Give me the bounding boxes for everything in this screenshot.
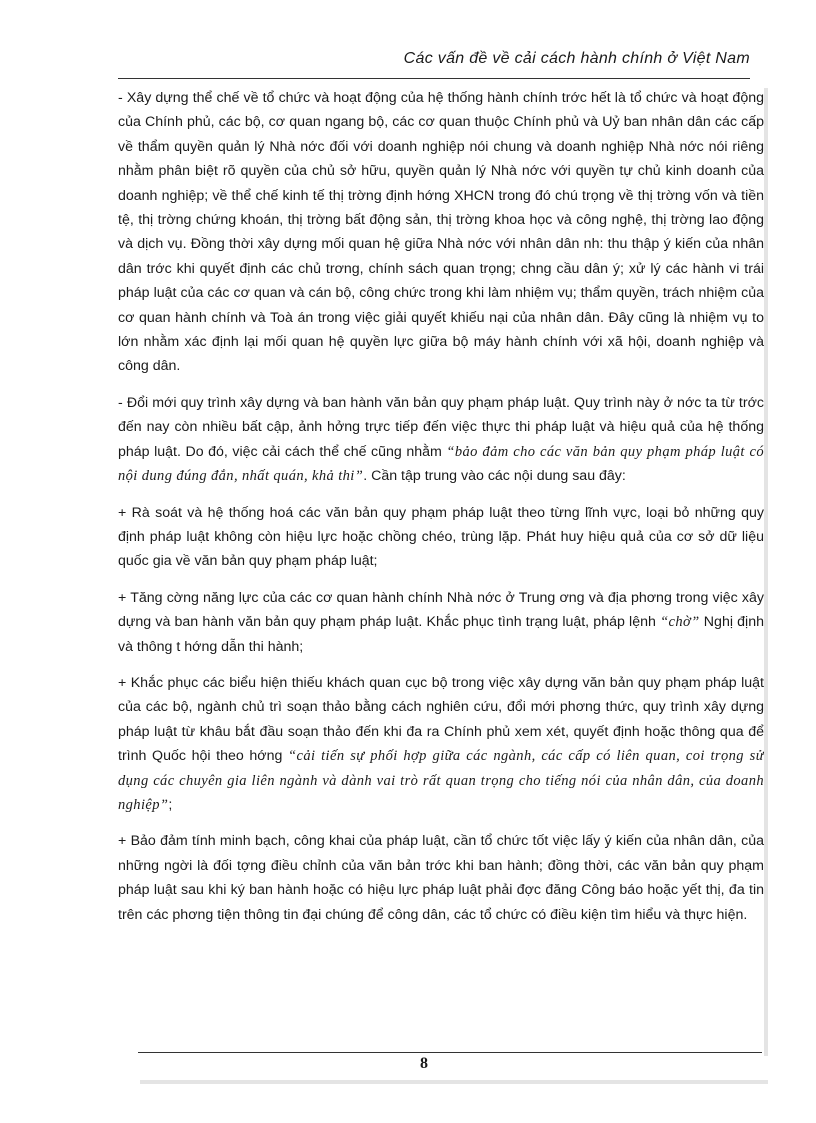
paragraph-capacity-strengthening [118,586,764,659]
page-shadow-bottom [140,1080,768,1084]
quoted-phrase: “cải tiến sự phối hợp giữa các ngành, các cấp có liên quan, coi trọng sử dụng các chuyên gia liên ngành và dành vai trò rất quan trọng cho tiếng nói của nhân dân, của doanh nghiệp” [118,748,765,813]
page-shadow-right [764,88,768,1056]
quoted-phrase: “chờ” [660,614,700,631]
paragraph-text: . Cần tập trung vào các nội dung sau đây: [363,468,626,485]
paragraph-text: ; [168,796,173,813]
paragraph-text: - Đổi mới quy trình xây dựng và ban hành văn bản quy phạm pháp luật. Quy trình này ở nớc ta từ trớc đến nay còn nhiều bất cập, ảnh hởng trực tiếp đến việc thực thi pháp luật và hiệu quả của hệ thống pháp luật. Do đó, việc cải cách thể chế cũng nhằm [118,394,764,460]
paragraph-transparency: + Bảo đảm tính minh bạch, công khai của pháp luật, cần tổ chức tốt việc lấy ý kiến của nhân dân, của những ngời là đối tợng điều chỉnh của văn bản trớc khi ban hành; đồng thời, các văn bản quy phạm pháp luật sau khi ký ban hành hoặc có hiệu lực pháp luật phải đợc đăng Công báo hoặc yết thị, đa tin trên các phơng tiện thông tin đại chúng để công dân, các tổ chức có điều kiện tìm hiểu và thực hiện. [118,833,764,923]
paragraph-review-legal-documents: + Rà soát và hệ thống hoá các văn bản quy phạm pháp luật theo từng lĩnh vực, loại bỏ những quy định pháp luật không còn hiệu lực hoặc chồng chéo, trùng lặp. Phát huy hiệu quả của cơ sở dữ liệu quốc gia về văn bản quy phạm pháp luật; [118,504,764,570]
document-body [118,86,764,939]
paragraph-legislative-process [118,391,764,489]
page-number: 8 [420,1055,428,1072]
footer-divider [138,1052,762,1053]
running-header-title: Các vấn đề về cải cách hành chính ở Việt Nam [403,50,750,67]
header-divider [118,78,750,79]
paragraph-text: Nghị định và thông t hớng dẫn thi hành; [118,614,764,655]
paragraph-overcome-localism [118,671,764,817]
paragraph-text: + Tăng cờng năng lực của các cơ quan hành chính Nhà nớc ở Trung ơng và địa phơng trong việc xây dựng và ban hành văn bản quy phạm pháp luật. Khắc phục tình trạng luật, pháp lệnh [118,589,764,631]
quoted-phrase: “bảo đảm cho các văn bản quy phạm pháp luật có nội dung đúng đắn, nhất quán, khả thi” [118,443,764,485]
paragraph-text: + Khắc phục các biểu hiện thiếu khách quan cục bộ trong việc xây dựng văn bản quy phạm pháp luật của các bộ, ngành chủ trì soạn thảo bằng cách nghiên cứu, đổi mới phơng thức, quy trình xây dựng pháp luật từ khâu bắt đầu soạn thảo đến khi đa ra Chính phủ xem xét, quyết định hoặc thông qua để trình Quốc hội theo hớng [118,674,764,765]
paragraph-institution-building: - Xây dựng thể chế về tổ chức và hoạt động của hệ thống hành chính trớc hết là tổ chức và hoạt động của Chính phủ, các bộ, cơ quan ngang bộ, các cơ quan thuộc Chính phủ và Uỷ ban nhân dân các cấp về thẩm quyền quản lý Nhà nớc đối với doanh nghiệp nói chung và doanh nghiệp Nhà nớc nói riêng nhằm phân biệt rõ quyền của chủ sở hữu, quyền quản lý Nhà nớc với quyền tự chủ kinh doanh của doanh nghiệp; về thể chế kinh tế thị trờng định hớng XHCN trong đó chú trọng về thị trờng vốn và tiền tệ, thị trờng chứng khoán, thị trờng bất động sản, thị trờng khoa học và công nghệ, thị trờng lao động và dịch vụ. Đồng thời xây dựng mối quan hệ giữa Nhà nớc với nhân dân nh: thu thập ý kiến của nhân dân trớc khi quyết định các chủ trơng, chính sách quan trọng; chng cầu dân ý; xử lý các hành vi trái pháp luật của các cơ quan và cán bộ, công chức trong khi làm nhiệm vụ; thẩm quyền, trách nhiệm của cơ quan hành chính và Toà án trong việc giải quyết khiếu nại của nhân dân. Đây cũng là nhiệm vụ to lớn nhằm xác định lại mối quan hệ quyền lực giữa bộ máy hành chính với xã hội, doanh nghiệp và công dân. [118,90,764,375]
